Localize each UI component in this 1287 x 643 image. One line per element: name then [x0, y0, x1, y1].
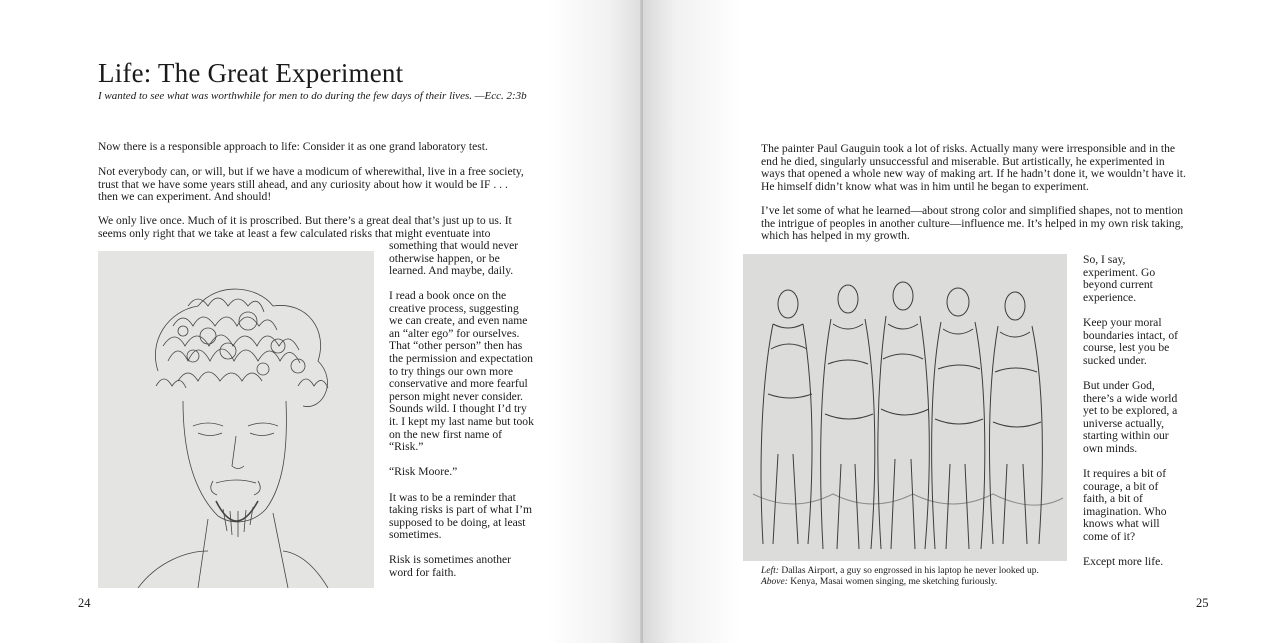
masai-women-sketch	[743, 254, 1067, 561]
paragraph: It was to be a reminder that taking risks is part of what I’m supposed to be doing, at least sometimes.	[389, 490, 532, 542]
caption-text: Kenya, Masai women singing, me sketching furiously.	[787, 576, 998, 587]
paragraph: “Risk Moore.”	[389, 465, 458, 479]
paragraph: We only live once. Much of it is proscribed. But there’s a great deal that’s just up to us. It seems only right that we take at least a few calculated risks that might eventuate into	[98, 214, 512, 240]
paragraph-continued: something that would never otherwise happen, or be learned. And maybe, daily.	[389, 239, 519, 278]
paragraph: The painter Paul Gauguin took a lot of risks. Actually many were irresponsible and in the end he died, singularly unsuccessful and miserable. But artistically, he experimented in ways that opened a whole new way of making art. If he hadn’t done it, we wouldn’t have it. He himself didn’t know what was in him until he began to experiment.	[761, 142, 1186, 193]
portrait-sketch	[98, 251, 374, 588]
paragraph: So, I say, experiment. Go beyond current experience.	[1083, 253, 1156, 304]
page-title: Life: The Great Experiment	[98, 58, 404, 88]
paragraph: I read a book once on the creative process, suggesting we can create, and even name an “alter ego” for ourselves. That “other person” then has the permission and expectation to try things our own more conservative and more fearful person might never consider. Sounds wild. I thought I’d try it. I kept my last name but took on the new first name of “Risk.”	[389, 289, 534, 454]
right-page	[643, 0, 1287, 643]
caption-text: Dallas Airport, a guy so engrossed in his laptop he never looked up.	[778, 566, 1039, 576]
paragraph: Now there is a responsible approach to life: Consider it as one grand laboratory test.	[98, 140, 488, 153]
epigraph: I wanted to see what was worthwhile for men to do during the few days of their lives. —Ecc. 2:3b	[98, 90, 527, 102]
page-number: 24	[78, 596, 91, 610]
paragraph: Except more life.	[1083, 555, 1164, 569]
caption-label: Left:	[761, 566, 779, 576]
paragraph: But under God, there’s a wide world yet to be explored, a universe actually, starting within our own minds.	[1083, 378, 1178, 455]
page-number: 25	[1196, 596, 1209, 610]
paragraph: It requires a bit of courage, a bit of faith, a bit of imagination. Who knows what will come of it?	[1083, 467, 1167, 544]
image-caption	[761, 566, 1039, 587]
text-column	[1083, 254, 1183, 581]
text-column	[389, 290, 534, 592]
caption-line	[761, 577, 1039, 588]
caption-line	[761, 566, 1039, 577]
paragraph: I’ve let some of what he learned—about strong color and simplified shapes, not to mention the intrigue of peoples in another culture—influence me. It’s helped in my own risk taking, which has helped in my growth.	[761, 204, 1184, 243]
paragraph: Keep your moral boundaries intact, of course, lest you be sucked under.	[1083, 315, 1178, 367]
caption-label: Above:	[761, 576, 788, 587]
paragraph: Not everybody can, or will, but if we have a modicum of wherewithal, live in a free society, trust that we have some years still ahead, and any curiosity about how it would be IF . . . then we can experiment. And should!	[98, 165, 524, 204]
left-page	[0, 0, 643, 643]
paragraph: Risk is sometimes another word for faith.	[389, 553, 512, 580]
